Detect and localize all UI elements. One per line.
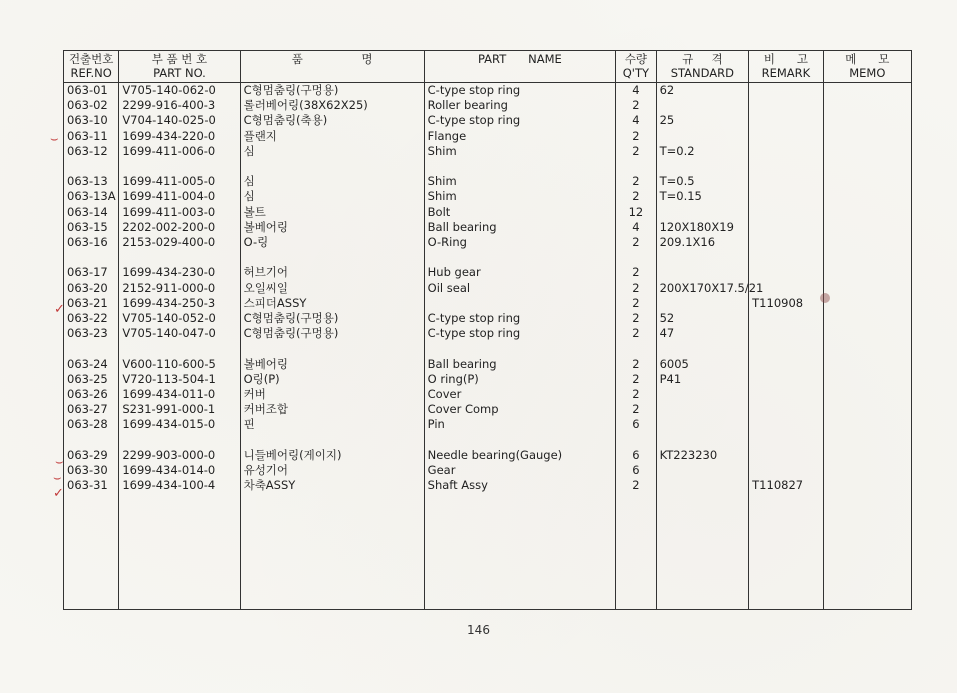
ref-no-cell: 063-11 <box>64 129 119 144</box>
remark-cell <box>749 235 823 250</box>
remark-cell <box>749 189 823 204</box>
ref-no-cell: 063-21 <box>64 296 119 311</box>
table-row <box>64 296 912 311</box>
qty-cell: 2 <box>616 281 656 296</box>
standard-cell <box>656 98 749 113</box>
remark-cell <box>749 265 823 280</box>
header-qty: 수량 Q'TY <box>616 51 656 83</box>
qty-cell: 2 <box>616 402 656 417</box>
table-header-row <box>64 51 912 83</box>
standard-cell: 25 <box>656 113 749 128</box>
remark-cell <box>749 205 823 220</box>
table-row <box>64 235 912 250</box>
memo-cell <box>823 448 911 463</box>
qty-cell: 2 <box>616 478 656 493</box>
memo-cell <box>823 220 911 235</box>
part-name-cell: C-type stop ring <box>424 83 616 99</box>
part-no-cell: S231-991-000-1 <box>119 402 240 417</box>
memo-cell <box>823 144 911 159</box>
standard-cell <box>656 129 749 144</box>
part-no-cell: 1699-434-100-4 <box>119 478 240 493</box>
header-part-name: PART NAME <box>424 51 616 83</box>
korean-name-cell: 니들베어링(게이지) <box>240 448 424 463</box>
standard-cell: 6005 <box>656 357 749 372</box>
standard-cell: 209.1X16 <box>656 235 749 250</box>
ref-no-cell: 063-15 <box>64 220 119 235</box>
part-no-cell: 1699-434-011-0 <box>119 387 240 402</box>
qty-cell: 2 <box>616 357 656 372</box>
part-no-cell: V705-140-047-0 <box>119 326 240 341</box>
ink-spot <box>820 293 830 303</box>
blank-row <box>64 493 912 610</box>
check-mark: ⌣ <box>55 455 64 470</box>
remark-cell <box>749 326 823 341</box>
korean-name-cell: 심 <box>240 144 424 159</box>
memo-cell <box>823 357 911 372</box>
part-name-cell: C-type stop ring <box>424 326 616 341</box>
header-memo: 메 모 MEMO <box>823 51 911 83</box>
part-no-cell: 2152-911-000-0 <box>119 281 240 296</box>
ref-no-cell: 063-02 <box>64 98 119 113</box>
ref-no-cell: 063-25 <box>64 372 119 387</box>
part-no-cell: V705-140-052-0 <box>119 311 240 326</box>
table-row <box>64 448 912 463</box>
memo-cell <box>823 402 911 417</box>
qty-cell: 2 <box>616 174 656 189</box>
standard-cell: 200X170X17.5/21 <box>656 281 749 296</box>
part-name-cell: Flange <box>424 129 616 144</box>
part-no-cell: V600-110-600-5 <box>119 357 240 372</box>
korean-name-cell: 볼베어링 <box>240 357 424 372</box>
standard-cell: 52 <box>656 311 749 326</box>
table-row <box>64 463 912 478</box>
standard-cell: T=0.5 <box>656 174 749 189</box>
qty-cell: 12 <box>616 205 656 220</box>
table-row <box>64 387 912 402</box>
table-row <box>64 129 912 144</box>
part-name-cell: Shim <box>424 144 616 159</box>
remark-cell <box>749 129 823 144</box>
table-row <box>64 326 912 341</box>
part-name-cell: Needle bearing(Gauge) <box>424 448 616 463</box>
remark-cell: T110827 <box>749 478 823 493</box>
qty-cell: 6 <box>616 448 656 463</box>
remark-cell <box>749 113 823 128</box>
memo-cell <box>823 296 911 311</box>
part-name-cell: C-type stop ring <box>424 311 616 326</box>
part-name-cell: Hub gear <box>424 265 616 280</box>
korean-name-cell: 오일씨일 <box>240 281 424 296</box>
part-name-cell: O ring(P) <box>424 372 616 387</box>
qty-cell: 2 <box>616 265 656 280</box>
qty-cell: 2 <box>616 311 656 326</box>
part-name-cell: Ball bearing <box>424 357 616 372</box>
header-ref-no: 건출번호 REF.NO <box>64 51 119 83</box>
part-name-cell: Shim <box>424 174 616 189</box>
table-row <box>64 83 912 99</box>
part-no-cell: 1699-411-003-0 <box>119 205 240 220</box>
remark-cell <box>749 387 823 402</box>
ref-no-cell: 063-22 <box>64 311 119 326</box>
qty-cell: 4 <box>616 113 656 128</box>
parts-list-body <box>64 83 912 610</box>
korean-name-cell: 차축ASSY <box>240 478 424 493</box>
remark-cell <box>749 83 823 99</box>
part-no-cell: 2202-002-200-0 <box>119 220 240 235</box>
table-row <box>64 402 912 417</box>
part-no-cell: 2299-916-400-3 <box>119 98 240 113</box>
standard-cell <box>656 296 749 311</box>
part-no-cell: 1699-411-004-0 <box>119 189 240 204</box>
standard-cell <box>656 265 749 280</box>
memo-cell <box>823 235 911 250</box>
ref-no-cell: 063-13 <box>64 174 119 189</box>
memo-cell <box>823 326 911 341</box>
korean-name-cell: 심 <box>240 189 424 204</box>
korean-name-cell: O-링 <box>240 235 424 250</box>
qty-cell: 6 <box>616 463 656 478</box>
memo-cell <box>823 83 911 99</box>
ref-no-cell: 063-14 <box>64 205 119 220</box>
standard-cell: P41 <box>656 372 749 387</box>
page-number: 146 <box>467 623 490 637</box>
memo-cell <box>823 265 911 280</box>
part-name-cell: Ball bearing <box>424 220 616 235</box>
ref-no-cell: 063-27 <box>64 402 119 417</box>
part-no-cell: V720-113-504-1 <box>119 372 240 387</box>
memo-cell <box>823 372 911 387</box>
korean-name-cell: C형멈춤링(구멍용) <box>240 326 424 341</box>
ref-no-cell: 063-13A <box>64 189 119 204</box>
remark-cell <box>749 372 823 387</box>
standard-cell: T=0.2 <box>656 144 749 159</box>
table-row <box>64 311 912 326</box>
qty-cell: 2 <box>616 296 656 311</box>
korean-name-cell: 볼트 <box>240 205 424 220</box>
part-no-cell: 2299-903-000-0 <box>119 448 240 463</box>
standard-cell <box>656 205 749 220</box>
memo-cell <box>823 205 911 220</box>
part-name-cell: C-type stop ring <box>424 113 616 128</box>
korean-name-cell: 커버조합 <box>240 402 424 417</box>
ref-no-cell: 063-23 <box>64 326 119 341</box>
korean-name-cell: C형멈춤링(구멍용) <box>240 311 424 326</box>
qty-cell: 2 <box>616 98 656 113</box>
blank-row <box>64 159 912 174</box>
table-row <box>64 417 912 432</box>
header-remark: 비 고 REMARK <box>749 51 823 83</box>
part-no-cell: 1699-434-220-0 <box>119 129 240 144</box>
korean-name-cell: C형멈춤링(구멍용) <box>240 83 424 99</box>
ref-no-cell: 063-20 <box>64 281 119 296</box>
qty-cell: 2 <box>616 326 656 341</box>
part-name-cell: Roller bearing <box>424 98 616 113</box>
memo-cell <box>823 417 911 432</box>
qty-cell: 2 <box>616 144 656 159</box>
ref-no-cell: 063-10 <box>64 113 119 128</box>
ref-no-cell: 063-24 <box>64 357 119 372</box>
memo-cell <box>823 311 911 326</box>
remark-cell <box>749 220 823 235</box>
standard-cell <box>656 402 749 417</box>
korean-name-cell: 스피더ASSY <box>240 296 424 311</box>
part-name-cell: O-Ring <box>424 235 616 250</box>
memo-cell <box>823 387 911 402</box>
check-mark: ⌣ <box>50 132 59 147</box>
standard-cell <box>656 417 749 432</box>
ref-no-cell: 063-12 <box>64 144 119 159</box>
standard-cell: KT223230 <box>656 448 749 463</box>
standard-cell: 47 <box>656 326 749 341</box>
korean-name-cell: C형멈춤링(축용) <box>240 113 424 128</box>
part-name-cell: Cover <box>424 387 616 402</box>
part-name-cell: Bolt <box>424 205 616 220</box>
standard-cell: 62 <box>656 83 749 99</box>
standard-cell <box>656 387 749 402</box>
ref-no-cell: 063-16 <box>64 235 119 250</box>
table-row <box>64 113 912 128</box>
memo-cell <box>823 478 911 493</box>
korean-name-cell: 롤러베어링(38X62X25) <box>240 98 424 113</box>
korean-name-cell: 허브기어 <box>240 265 424 280</box>
korean-name-cell: 핀 <box>240 417 424 432</box>
memo-cell <box>823 174 911 189</box>
part-no-cell: 1699-411-005-0 <box>119 174 240 189</box>
remark-cell <box>749 417 823 432</box>
remark-cell: T110908 <box>749 296 823 311</box>
part-no-cell: V705-140-062-0 <box>119 83 240 99</box>
remark-cell <box>749 311 823 326</box>
part-name-cell: Oil seal <box>424 281 616 296</box>
qty-cell: 6 <box>616 417 656 432</box>
qty-cell: 4 <box>616 83 656 99</box>
ref-no-cell: 063-31 <box>64 478 119 493</box>
part-no-cell: V704-140-025-0 <box>119 113 240 128</box>
table-row <box>64 144 912 159</box>
table-row <box>64 478 912 493</box>
part-name-cell: Shaft Assy <box>424 478 616 493</box>
check-mark: ✓ <box>53 486 64 501</box>
remark-cell <box>749 463 823 478</box>
part-no-cell: 1699-434-015-0 <box>119 417 240 432</box>
standard-cell: 120X180X19 <box>656 220 749 235</box>
remark-cell <box>749 174 823 189</box>
remark-cell <box>749 448 823 463</box>
qty-cell: 2 <box>616 235 656 250</box>
standard-cell: T=0.15 <box>656 189 749 204</box>
korean-name-cell: 커버 <box>240 387 424 402</box>
memo-cell <box>823 98 911 113</box>
memo-cell <box>823 189 911 204</box>
header-korean-name: 품 명 <box>240 51 424 83</box>
remark-cell <box>749 402 823 417</box>
korean-name-cell: 유성기어 <box>240 463 424 478</box>
korean-name-cell: 볼베어링 <box>240 220 424 235</box>
part-name-cell: Pin <box>424 417 616 432</box>
memo-cell <box>823 129 911 144</box>
part-name-cell: Shim <box>424 189 616 204</box>
remark-cell <box>749 98 823 113</box>
ref-no-cell: 063-26 <box>64 387 119 402</box>
table-row <box>64 265 912 280</box>
qty-cell: 4 <box>616 220 656 235</box>
memo-cell <box>823 463 911 478</box>
blank-row <box>64 433 912 448</box>
memo-cell <box>823 113 911 128</box>
part-name-cell: Gear <box>424 463 616 478</box>
ref-no-cell: 063-30 <box>64 463 119 478</box>
qty-cell: 2 <box>616 129 656 144</box>
part-no-cell: 1699-411-006-0 <box>119 144 240 159</box>
table-row <box>64 372 912 387</box>
ref-no-cell: 063-28 <box>64 417 119 432</box>
parts-list-table <box>63 50 912 610</box>
korean-name-cell: 심 <box>240 174 424 189</box>
blank-row <box>64 341 912 356</box>
part-name-cell <box>424 296 616 311</box>
part-no-cell: 2153-029-400-0 <box>119 235 240 250</box>
remark-cell <box>749 144 823 159</box>
check-mark: ⌣ <box>53 471 62 486</box>
check-mark: ✓ <box>54 302 65 317</box>
header-part-no: 부 품 번 호 PART NO. <box>119 51 240 83</box>
memo-cell <box>823 281 911 296</box>
table-row <box>64 174 912 189</box>
ref-no-cell: 063-29 <box>64 448 119 463</box>
blank-row <box>64 250 912 265</box>
header-standard: 규 격 STANDARD <box>656 51 749 83</box>
table-row <box>64 98 912 113</box>
part-no-cell: 1699-434-230-0 <box>119 265 240 280</box>
table-row <box>64 281 912 296</box>
qty-cell: 2 <box>616 189 656 204</box>
part-no-cell: 1699-434-014-0 <box>119 463 240 478</box>
ref-no-cell: 063-17 <box>64 265 119 280</box>
remark-cell <box>749 357 823 372</box>
ref-no-cell: 063-01 <box>64 83 119 99</box>
qty-cell: 2 <box>616 387 656 402</box>
part-no-cell: 1699-434-250-3 <box>119 296 240 311</box>
part-name-cell: Cover Comp <box>424 402 616 417</box>
korean-name-cell: 플랜지 <box>240 129 424 144</box>
table-row <box>64 220 912 235</box>
korean-name-cell: O링(P) <box>240 372 424 387</box>
standard-cell <box>656 478 749 493</box>
standard-cell <box>656 463 749 478</box>
qty-cell: 2 <box>616 372 656 387</box>
table-row <box>64 189 912 204</box>
table-row <box>64 205 912 220</box>
table-row <box>64 357 912 372</box>
